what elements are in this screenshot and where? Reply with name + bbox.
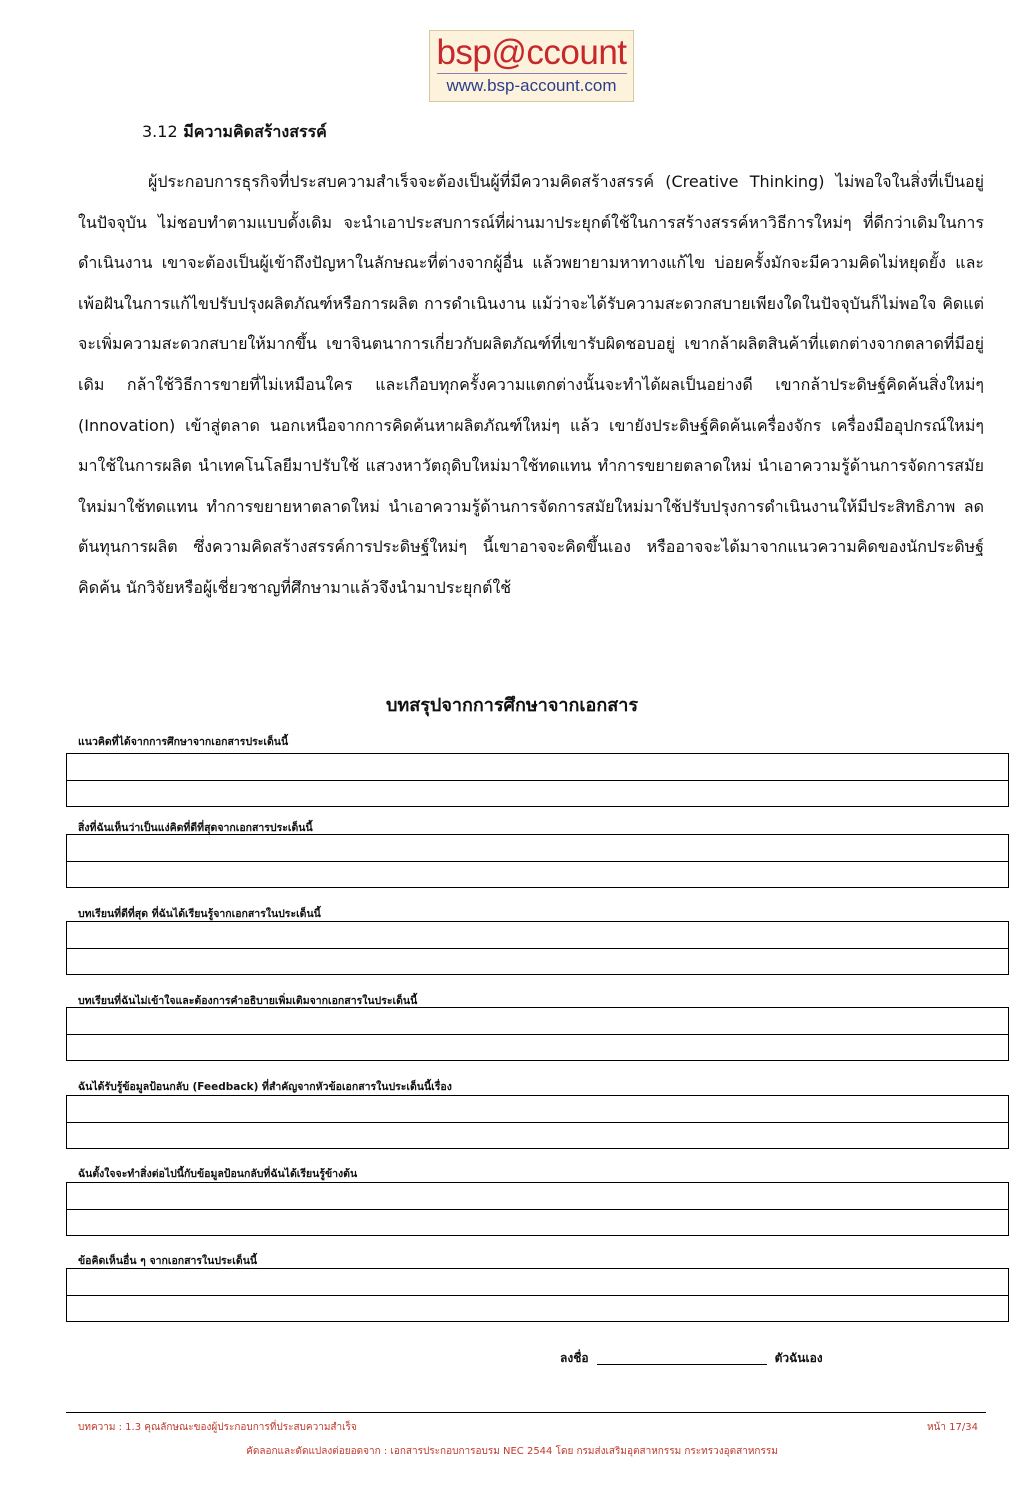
answer-box[interactable] (66, 921, 1009, 975)
logo-brand-text: bsp@ccount (436, 33, 627, 72)
section-heading (142, 120, 327, 145)
footer-divider (66, 1412, 986, 1413)
answer-line-divider (67, 861, 1008, 862)
signature-suffix: ตัวฉันเอง (774, 1351, 823, 1365)
question-label: สิ่งที่ฉันเห็นว่าเป็นแง่คิดที่ดีที่สุดจากเอกสารประเด็นนี้ (78, 822, 313, 834)
signature-line (560, 1349, 823, 1368)
question-label: ข้อคิดเห็นอื่น ๆ จากเอกสารในประเด็นนี้ (78, 1255, 258, 1267)
signature-blank[interactable] (597, 1352, 767, 1365)
question-label: ฉันตั้งใจจะทำสิ่งต่อไปนี้กับข้อมูลป้อนกลับที่ฉันได้เรียนรู้ข้างต้น (78, 1168, 358, 1180)
brand-logo (429, 30, 634, 102)
section-number: 3.12 (142, 122, 178, 141)
question-label: บทเรียนที่ฉันไม่เข้าใจและต้องการคำอธิบายเพิ่มเติมจากเอกสารในประเด็นนี้ (78, 995, 418, 1007)
logo-url-text: www.bsp-account.com (446, 76, 617, 95)
answer-box[interactable] (66, 1007, 1009, 1061)
question-label: ฉันได้รับรู้ข้อมูลป้อนกลับ (Feedback) ที่สำคัญจากหัวข้อเอกสารในประเด็นนี้เรื่อง (78, 1081, 452, 1093)
answer-box[interactable] (66, 1268, 1009, 1322)
footer-page-number: หน้า 17/34 (926, 1422, 978, 1433)
answer-box[interactable] (66, 1095, 1009, 1149)
answer-box[interactable] (66, 834, 1009, 888)
summary-title: บทสรุปจากการศึกษาจากเอกสาร (385, 695, 639, 716)
footer-article-title: บทความ : 1.3 คุณลักษณะของผู้ประกอบการที่ประสบความสำเร็จ (78, 1422, 357, 1433)
answer-box[interactable] (66, 753, 1009, 807)
question-label: แนวคิดที่ได้จากการศึกษาจากเอกสารประเด็นนี้ (78, 736, 289, 748)
answer-box[interactable] (66, 1182, 1009, 1236)
footer-credit: คัดลอกและดัดแปลงต่อยอดจาก : เอกสารประกอบการอบรม NEC 2544 โดย กรมส่งเสริมอุตสาหกรรม กระทรวงอุตสาหกรรม (246, 1446, 778, 1457)
answer-line-divider (67, 1209, 1008, 1210)
question-label: บทเรียนที่ดีที่สุด ที่ฉันได้เรียนรู้จากเอกสารในประเด็นนี้ (78, 908, 321, 920)
signature-label: ลงชื่อ (560, 1351, 589, 1365)
answer-line-divider (67, 1122, 1008, 1123)
body-paragraph: ผู้ประกอบการธุรกิจที่ประสบความสำเร็จจะต้องเป็นผู้ที่มีความคิดสร้างสรรค์ (Creative Thinking) ไม่พอใจในสิ่งที่เป็นอยู่ในปัจจุบัน ไม่ชอบทำตามแบบดั้งเดิม จะนำเอาประสบการณ์ที่ผ่านมาประยุกต์ใช้ในการสร้างสรรค์หาวิธีการใหม่ๆ ที่ดีกว่าเดิมในการดำเนินงาน เขาจะต้องเป็นผู้เข้าถึงปัญหาในลักษณะที่ต่างจากผู้อื่น แล้วพยายามหาทางแก้ไข บ่อยครั้งมักจะมีความคิดไม่หยุดยั้ง และเพ้อฝันในการแก้ไขปรับปรุงผลิตภัณฑ์หรือการผลิต การดำเนินงาน แม้ว่าจะได้รับความสะดวกสบายเพียงใดในปัจจุบันก็ไม่พอใจ คิดแต่จะเพิ่มความสะดวกสบายให้มากขึ้น เขาจินตนาการเกี่ยวกับผลิตภัณฑ์ที่เขารับผิดชอบอยู่ เขากล้าผลิตสินค้าที่แตกต่างจากตลาดที่มีอยู่เดิม กล้าใช้วิธีการขายที่ไม่เหมือนใคร และเกือบทุกครั้งความแตกต่างนั้นจะทำได้ผลเป็นอย่างดี เขากล้าประดิษฐ์คิดค้นสิ่งใหม่ๆ (Innovation) เข้าสู่ตลาด นอกเหนือจากการคิดค้นหาผลิตภัณฑ์ใหม่ๆ แล้ว เขายังประดิษฐ์คิดค้นเครื่องจักร เครื่องมืออุปกรณ์ใหม่ๆ มาใช้ในการผลิต นำเทคโนโลยีมาปรับใช้ แสวงหาวัตถุดิบใหม่มาใช้ทดแทน ทำการขยายตลาดใหม่ นำเอาความรู้ด้านการจัดการสมัยใหม่มาใช้ทดแทน ทำการขยายหาตลาดใหม่ นำเอาความรู้ด้านการจัดการสมัยใหม่มาใช้ปรับปรุงการดำเนินงานให้มีประสิทธิภาพ ลดต้นทุนการผลิต ซึ่งความคิดสร้างสรรค์การประดิษฐ์ใหม่ๆ นี้เขาอาจจะคิดขึ้นเอง หรืออาจจะได้มาจากแนวความคิดของนักประดิษฐ์คิดค้น นักวิจัยหรือผู้เชี่ยวชาญที่ศึกษามาแล้วจึงนำมาประยุกต์ใช้ (78, 172, 984, 597)
answer-line-divider (67, 780, 1008, 781)
answer-line-divider (67, 948, 1008, 949)
section-title: มีความคิดสร้างสรรค์ (183, 122, 327, 141)
answer-line-divider (67, 1295, 1008, 1296)
answer-line-divider (67, 1034, 1008, 1035)
